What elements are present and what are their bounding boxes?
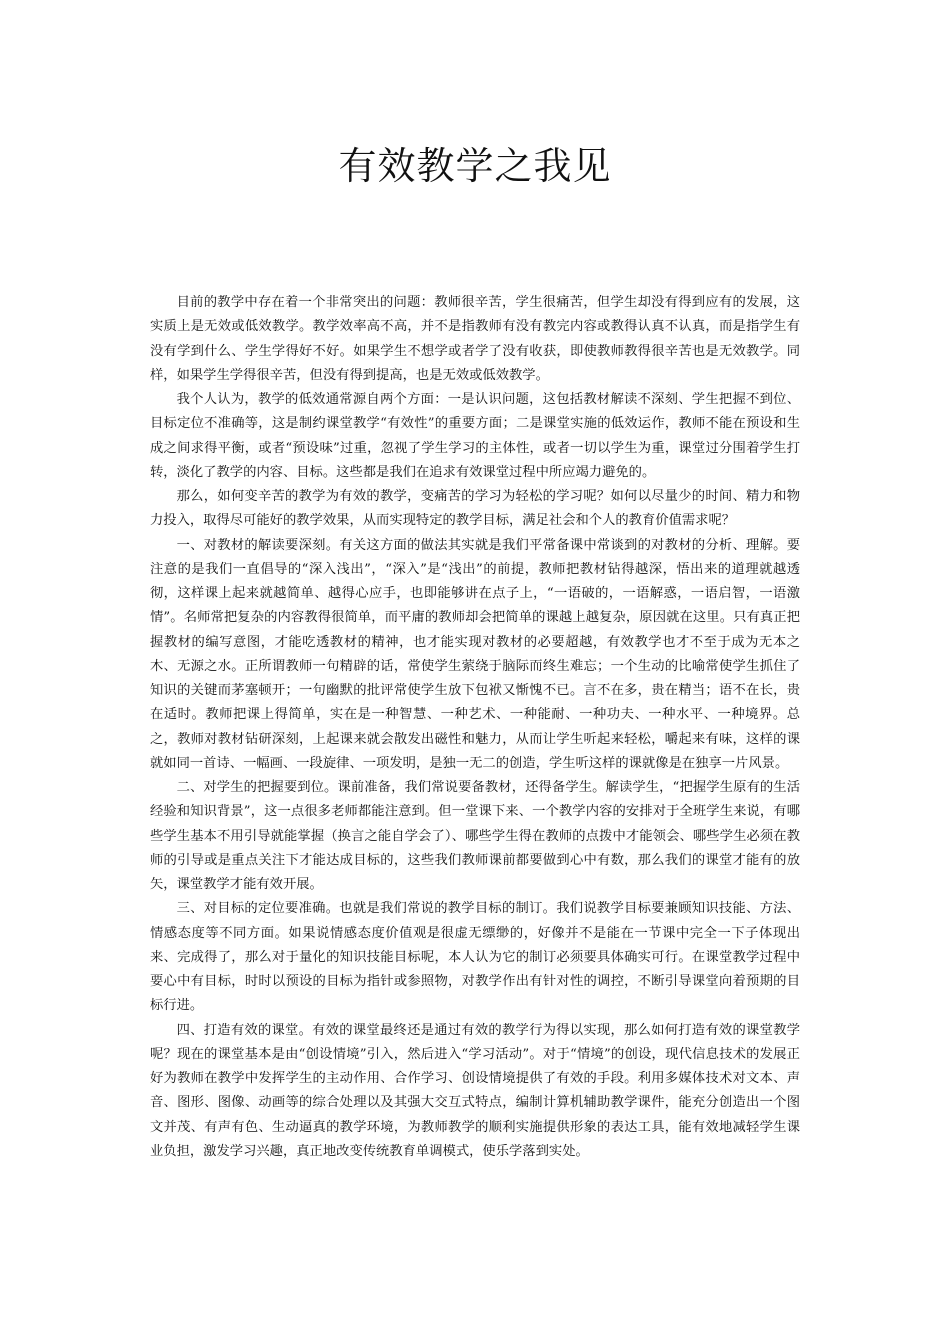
paragraph-6: 三、对目标的定位要准确。也就是我们常说的教学目标的制订。我们说教学目标要兼顾知识技能、方法、情感态度等不同方面。如果说情感态度价值观是很虚无缥缈的，好像并不是能在一节课中完全一下子体现出来、完成得了，那么对于量化的知识技能目标呢，本人认为它的制订必须要具体确实可行。在课堂教学过程中要心中有目标，时时以预设的目标为指针或参照物，对教学作出有针对性的调控，不断引导课堂向着预期的目标行进。 [150,901,800,1014]
paragraph-5: 二、对学生的把握要到位。课前准备，我们常说要备教材，还得备学生。解读学生，“把握学生原有的生活经验和知识背景”，这一点很多老师都能注意到。但一堂课下来、一个教学内容的安排对于全班学生来说，有哪些学生基本不用引导就能掌握（换言之能自学会了）、哪些学生得在教师的点拨中才能领会、哪些学生必须在教师的引导或是重点关注下才能达成目标的，这些我们教师课前都要做到心中有数，那么我们的课堂才能有的放矢，课堂教学才能有效开展。 [150,780,800,892]
paragraph-7: 四、打造有效的课堂。有效的课堂最终还是通过有效的教学行为得以实现，那么如何打造有效的课堂教学呢？现在的课堂基本是由“创设情境”引入，然后进入“学习活动”。对于“情境”的创设，现代信息技术的发展正好为教师在教学中发挥学生的主动作用、合作学习、创设情境提供了有效的手段。利用多媒体技术对文本、声音、图形、图像、动画等的综合处理以及其强大交互式特点，编制计算机辅助教学课件，能充分创造出一个图文并茂、有声有色、生动逼真的教学环境，为教师教学的顺利实施提供形象的表达工具，能有效地减轻学生课业负担，激发学习兴趣，真正地改变传统教育单调模式，使乐学落到实处。 [150,1022,800,1159]
paragraph-3: 那么，如何变辛苦的教学为有效的教学，变痛苦的学习为轻松的学习呢？如何以尽量少的时间、精力和物力投入，取得尽可能好的教学效果，从而实现特定的教学目标，满足社会和个人的教育价值需求呢？ [150,489,800,529]
paragraph-2: 我个人认为，教学的低效通常源自两个方面：一是认识问题，这包括教材解读不深刻、学生把握不到位、目标定位不准确等，这是制约课堂教学“有效性”的重要方面；二是课堂实施的低效运作，教师不能在预设和生成之间求得平衡，或者“预设味”过重，忽视了学生学习的主体性，或者一切以学生为重，课堂过分围着学生打转，淡化了教学的内容、目标。这些都是我们在追求有效课堂过程中所应竭力避免的。 [150,392,800,480]
paragraph-1: 目前的教学中存在着一个非常突出的问题：教师很辛苦，学生很痛苦，但学生却没有得到应有的发展，这实质上是无效或低效教学。教学效率高不高，并不是指教师有没有教完内容或教得认真不认真，而是指学生有没有学到什么、学生学得好不好。如果学生不想学或者学了没有收获，即使教师教得很辛苦也是无效教学。同样，如果学生学得很辛苦，但没有得到提高，也是无效或低效教学。 [150,295,800,383]
paragraph-4: 一、对教材的解读要深刻。有关这方面的做法其实就是我们平常备课中常谈到的对教材的分析、理解。要注意的是我们一直倡导的“深入浅出”，“深入”是“浅出”的前提，教师把教材钻得越深，悟出来的道理就越透彻，这样课上起来就越简单、越得心应手，也即能够讲在点子上，“一语破的，一语解惑，一语启智，一语激情”。名师常把复杂的内容教得很简单，而平庸的教师却会把简单的课越上越复杂，原因就在这里。只有真正把握教材的编写意图，才能吃透教材的精神，也才能实现对教材的必要超越，有效教学也才不至于成为无本之木、无源之水。正所谓教师一句精辟的话，常使学生萦绕于脑际而终生难忘；一个生动的比喻常使学生抓住了知识的关键而茅塞顿开；一句幽默的批评常使学生放下包袱又惭愧不已。言不在多，贵在精当；语不在长，贵在适时。教师把课上得简单，实在是一种智慧、一种艺术、一种能耐、一种功夫、一种水平、一种境界。总之，教师对教材钻研深刻，上起课来就会散发出磁性和魅力，从而让学生听起来轻松，嚼起来有味，这样的课就如同一首诗、一幅画、一段旋律、一项发明，是独一无二的创造，学生听这样的课就像是在独享一片风景。 [150,537,800,771]
document-title: 有效教学之我见 [338,144,612,188]
document-body [150,291,800,1164]
